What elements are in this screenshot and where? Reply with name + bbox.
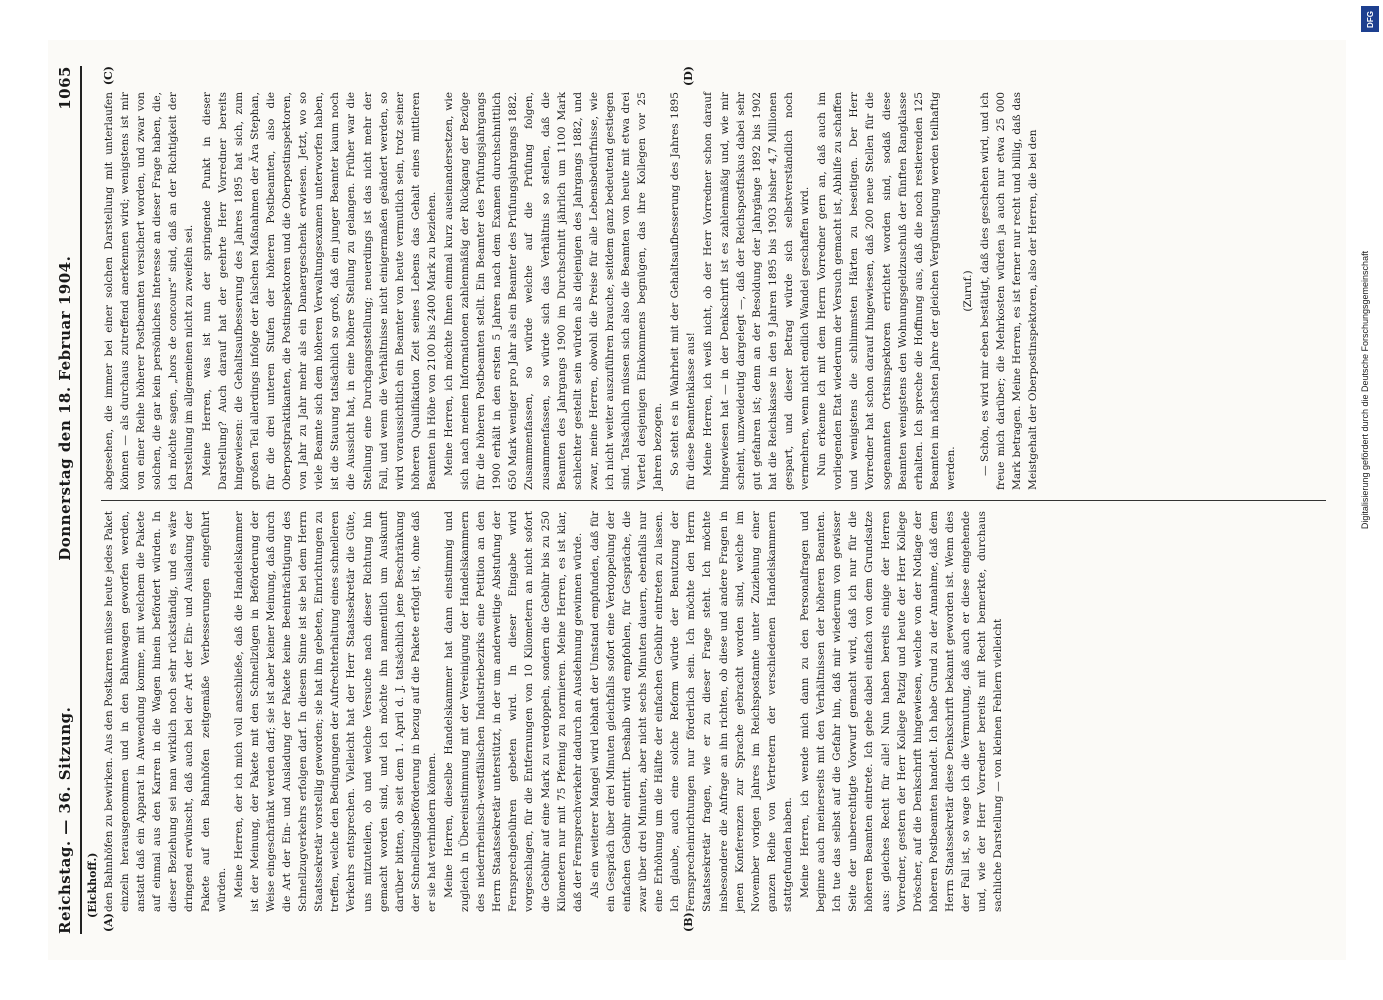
right-paragraph: Nun erkenne ich mit dem Herrn Vorredner gern an, daß auch im vorliegenden Etat wiederum der Versuch gemacht ist, Abhilfe zu schaffen und wenigstens die schlimmsten Härten zu beseitigen. Der Herr Vorredner hat schon darauf hingewiesen, daß 200 neue Stellen für die sogenannten Ortsinspektoren errichtet worden sind, sodaß diese Beamten wenigstens den Wohnungsgeldzuschuß der fünften Rangklasse erhalten. Ich spreche die Hoffnung aus, daß die noch restierenden 125 Beamten im nächsten Jahre der gleichen Vergünstigung werden teilhaftig werden. [816, 92, 957, 490]
right-column [101, 66, 1326, 500]
page-number: 1065 [56, 66, 74, 110]
dfg-logo-icon [1361, 6, 1379, 32]
right-paragraph: Meine Herren, ich weiß nicht, ob der Herr Vorredner schon darauf hingewiesen hat — in der Denkschrift ist es zahlenmäßig und, wie mir scheint, unzweideutig dargelegt —, daß der Reichspostfiskus dabei sehr gut gefahren ist; denn an der Besoldung der Jahrgänge 1892 bis 1902 hat die Reichskasse in den 9 Jahren 1895 bis 1903 bisher 4,7 Millionen gespart, und dieser Betrag würde sich selbstverständlich noch vermehren, wenn nicht endlich Wandel geschaffen wird. [702, 92, 812, 490]
margin-letter-a: (A) [102, 913, 115, 932]
right-paragraph: Meine Herren, ich möchte Ihnen einmal kurz auseinandersetzen, wie sich nach meinen Informationen zahlenmäßig der Rückgang der Bezüge für die höheren Postbeamten stellt. Ein Beamter des Prüfungsjahrgangs 1900 erhält in den ersten 5 Jahren nach dem Examen durchschnittlich 650 Mark weniger pro Jahr als ein Beamter des Prüfungsjahrgangs 1882. Zusammenfassen, so würde welche auf die Prüfung folgen, zusammenfassen, so würde sich das Verhältnis so stellen, daß die Beamten des Jahrgangs 1900 im Durchschnitt jährlich um 1100 Mark schlechter gestellt sein würden als diejenigen des Jahrgangs 1882, und zwar, meine Herren, obwohl die Preise für alle Lebensbedürfnisse, wie ich nicht weiter auszuführen brauche, seitdem ganz bedeutend gestiegen sind. Tatsächlich müssen sich also die Beamten von heute mit etwa drei Viertel desjenigen Einkommens begnügen, das ihre Kollegen vor 25 Jahren bezogen. [442, 92, 665, 490]
margin-letter-b: (B) [682, 912, 695, 932]
left-paragraph: Meine Herren, dieselbe Handelskammer hat dann einstimmig und zugleich in Übereinstimmung mit der Vereinigung der Handelskammern des niederrheinisch-westfälischen Industriebezirks eine Petition an den Herrn Staatssekretär unterstützt, in der um anderweitige Abstufung der Fernsprechgebühren gebeten wird. In dieser Eingabe wird vorgeschlagen, für die Entfernungen von 10 Kilometern an nicht sofort die Gebühr auf eine Mark zu verdoppeln, sondern die Gebühr bis zu 250 Kilometern nur mit 75 Pfennig zu normieren. Meine Herren, es ist klar, daß der Fernsprechverkehr dadurch an Ausdehnung gewinnen würde. [442, 511, 584, 912]
right-paragraph: So steht es in Wahrheit mit der Gehaltsaufbesserung des Jahres 1895 für diese Beamtenklasse aus! [669, 92, 698, 490]
dfg-logo-text: DFG [1365, 10, 1375, 28]
header-date: Donnerstag den 18. Februar 1904. [56, 255, 74, 561]
digitization-stamp [1355, 10, 1375, 770]
text-columns [101, 66, 1326, 934]
margin-letter-d: (D) [682, 66, 695, 86]
digitization-notice: Digitalisierung gefördert durch die Deutsche Forschungsgemeinschaft [1360, 250, 1370, 530]
left-paragraph: den Bahnhöfen zu bewirken. Aus den Postkarren müsse heute jedes Paket einzeln herausgenommen und in den Bahnwagen geworfen werden, anstatt daß ein Apparat in Anwendung komme, mit welchem die Pakete auf einmal aus den Karren in die Wagen hinein befördert würden. In dieser Beziehung sei man wirklich noch sehr rückständig, und es wäre dringend erwünscht, daß auch bei der Art der Ein- und Ausladung der Pakete auf den Bahnhöfen zeitgemäße Verbesserungen eingeführt würden. [103, 511, 228, 912]
left-paragraph: Meine Herren, ich wende mich dann zu den Personalfragen und beginne auch meinerseits mit den Verhältnissen der höheren Beamten. Ich tue das selbst auf die Gefahr hin, daß mir wiederum von gewisser Seite der unberechtigte Vorwurf gemacht wird, daß ich nur für die höheren Beamten eintrete. Ich gehe dabei einfach von dem Grundsatze aus: gleiches Recht für alle! Nun haben bereits einige der Herren Vorredner, gestern der Herr Kollege Patzig und heute der Herr Kollege Dröscher, auf die Denkschrift hingewiesen, welche von der Notlage der höheren Postbeamten handelt. Ich habe Grund zu der Annahme, daß dem Herrn Staatssekretär diese Denkschrift bekannt geworden ist. Wenn dies der Fall ist, so wage ich die Vermutung, daß auch er diese eingehende und, wie der Herr Vorredner bereits mit Recht bemerkte, durchaus sachliche Darstellung — von kleinen Fehlern vielleicht [799, 511, 1005, 912]
rotated-page-content [48, 40, 1346, 960]
scanned-page [48, 40, 1346, 960]
speaker-tag: (Eickhoff.) [86, 852, 99, 918]
header-left: Reichstag. — 36. Sitzung. [56, 706, 74, 934]
left-column [101, 500, 1326, 934]
page-header [56, 66, 82, 934]
interjection: (Zuruf.) [961, 270, 974, 312]
left-paragraph: Meine Herren, der ich mich voll anschließe, daß die Handelskammer ist der Meinung, der Pakete mit den Schnellzügen in Beförderung der Weise eingeschränkt werden darf; sie ist aber keiner Meinung, daß durch die Art der Ein- und Ausladung der Pakete keine Beeinträchtigung des Schnellzugverkehrs erfolgen darf. In diesem Sinne ist sie bei dem Herrn Staatssekretär vorstellig geworden; sie hat ihn gebeten, Einrichtungen zu treffen, welche den Bedingungen der Aufrechterhaltung eines schnelleren Verkehrs entsprechen. Vielleicht hat der Herr Staatssekretär die Güte, uns mitzuteilen, ob und welche Versuche nach dieser Richtung hin gemacht worden sind, und ich möchte ihn namentlich um Auskunft darüber bitten, ob seit dem 1. April d. J. tatsächlich jene Beschränkung der Schnellzugsbeförderung in bezug auf die Pakete erfolgt ist, ohne daß er sie hat verhindern können. [232, 511, 438, 912]
right-paragraph: Meine Herren, was ist nun der springende Punkt in dieser Darstellung? Auch darauf hat der geehrte Herr Vorredner bereits hingewiesen: die Gehaltsaufbesserung des Jahres 1895 hat sich, zum großen Teil allerdings infolge der falschen Maßnahmen der Ära Stephan, für die drei unteren Stufen der höheren Postbeamten, also die Oberpostpraktikanten, die Postinspektoren und die Oberpostinspektoren, von Jahr zu Jahr mehr als ein Danaergeschenk erwiesen. Jetzt, wo so viele Beamte sich dem höheren Verwaltungsexamen unterworfen haben, ist die Stauung tatsächlich so groß, daß ein junger Beamter kaum noch die Aussicht hat, in eine höhere Stellung zu gelangen. Früher war die Stellung eine Durchgangsstellung; neuerdings ist das nicht mehr der Fall, und wenn die Verhältnisse nicht einigermaßen geändert werden, so wird voraussichtlich ein Beamter von heute vermutlich sein, trotz seiner höheren Qualifikation Zeit seines Lebens das Gehalt eines mittleren Beamten in Höhe von 2100 bis 2400 Mark zu beziehen. [200, 92, 438, 490]
right-paragraph: abgesehen, die immer bei einer solchen Darstellung mit unterlaufen können — als durchaus zutreffend anerkennen wird; wenigstens ist mir von einer Reihe höherer Postbeamten versichert worden, und zwar von solchen, die gar kein persönliches Interesse an dieser Frage haben, die, ich möchte sagen, „hors de concours“ sind, daß an der Richtigkeit der Darstellung im allgemeinen nicht zu zweifeln sei. [103, 92, 196, 490]
margin-letter-c: (C) [102, 66, 115, 86]
left-paragraph: Als ein weiterer Mangel wird lebhaft der Umstand empfunden, daß für ein Gespräch über drei Minuten gleichfalls sofort eine Verdoppelung der einfachen Gebühr eintritt. Deshalb wird empfohlen, für Gespräche, die zwar über drei Minuten, aber nicht sechs Minuten dauern, ebenfalls nur eine Erhöhung um die Hälfte der einfachen Gebühr eintreten zu lassen. Ich glaube, auch eine solche Reform würde der Benutzung der Fernsprecheinrichtungen nur förderlich sein. Ich möchte den Herrn Staatssekretär fragen, wie er zu dieser Frage steht. Ich möchte insbesondere die Anfrage an ihn richten, ob diese und andere Fragen in jenen Konferenzen zur Sprache gebracht worden sind, welche im November vorigen Jahres im Reichspostamte unter Zuziehung einer ganzen Reihe von Vertretern der verschiedenen Handelskammern stattgefunden haben. [588, 511, 794, 912]
right-paragraph: — Schön, es wird mir eben bestätigt, daß dies geschehen wird, und ich freue mich darüber; die Mehrkosten würden ja auch nur etwa 25 000 Mark betragen. Meine Herren, es ist ferner nur recht und billig, daß das Meistgehalt der Oberpostinspektoren, also der Herren, die bei den [979, 92, 1040, 490]
